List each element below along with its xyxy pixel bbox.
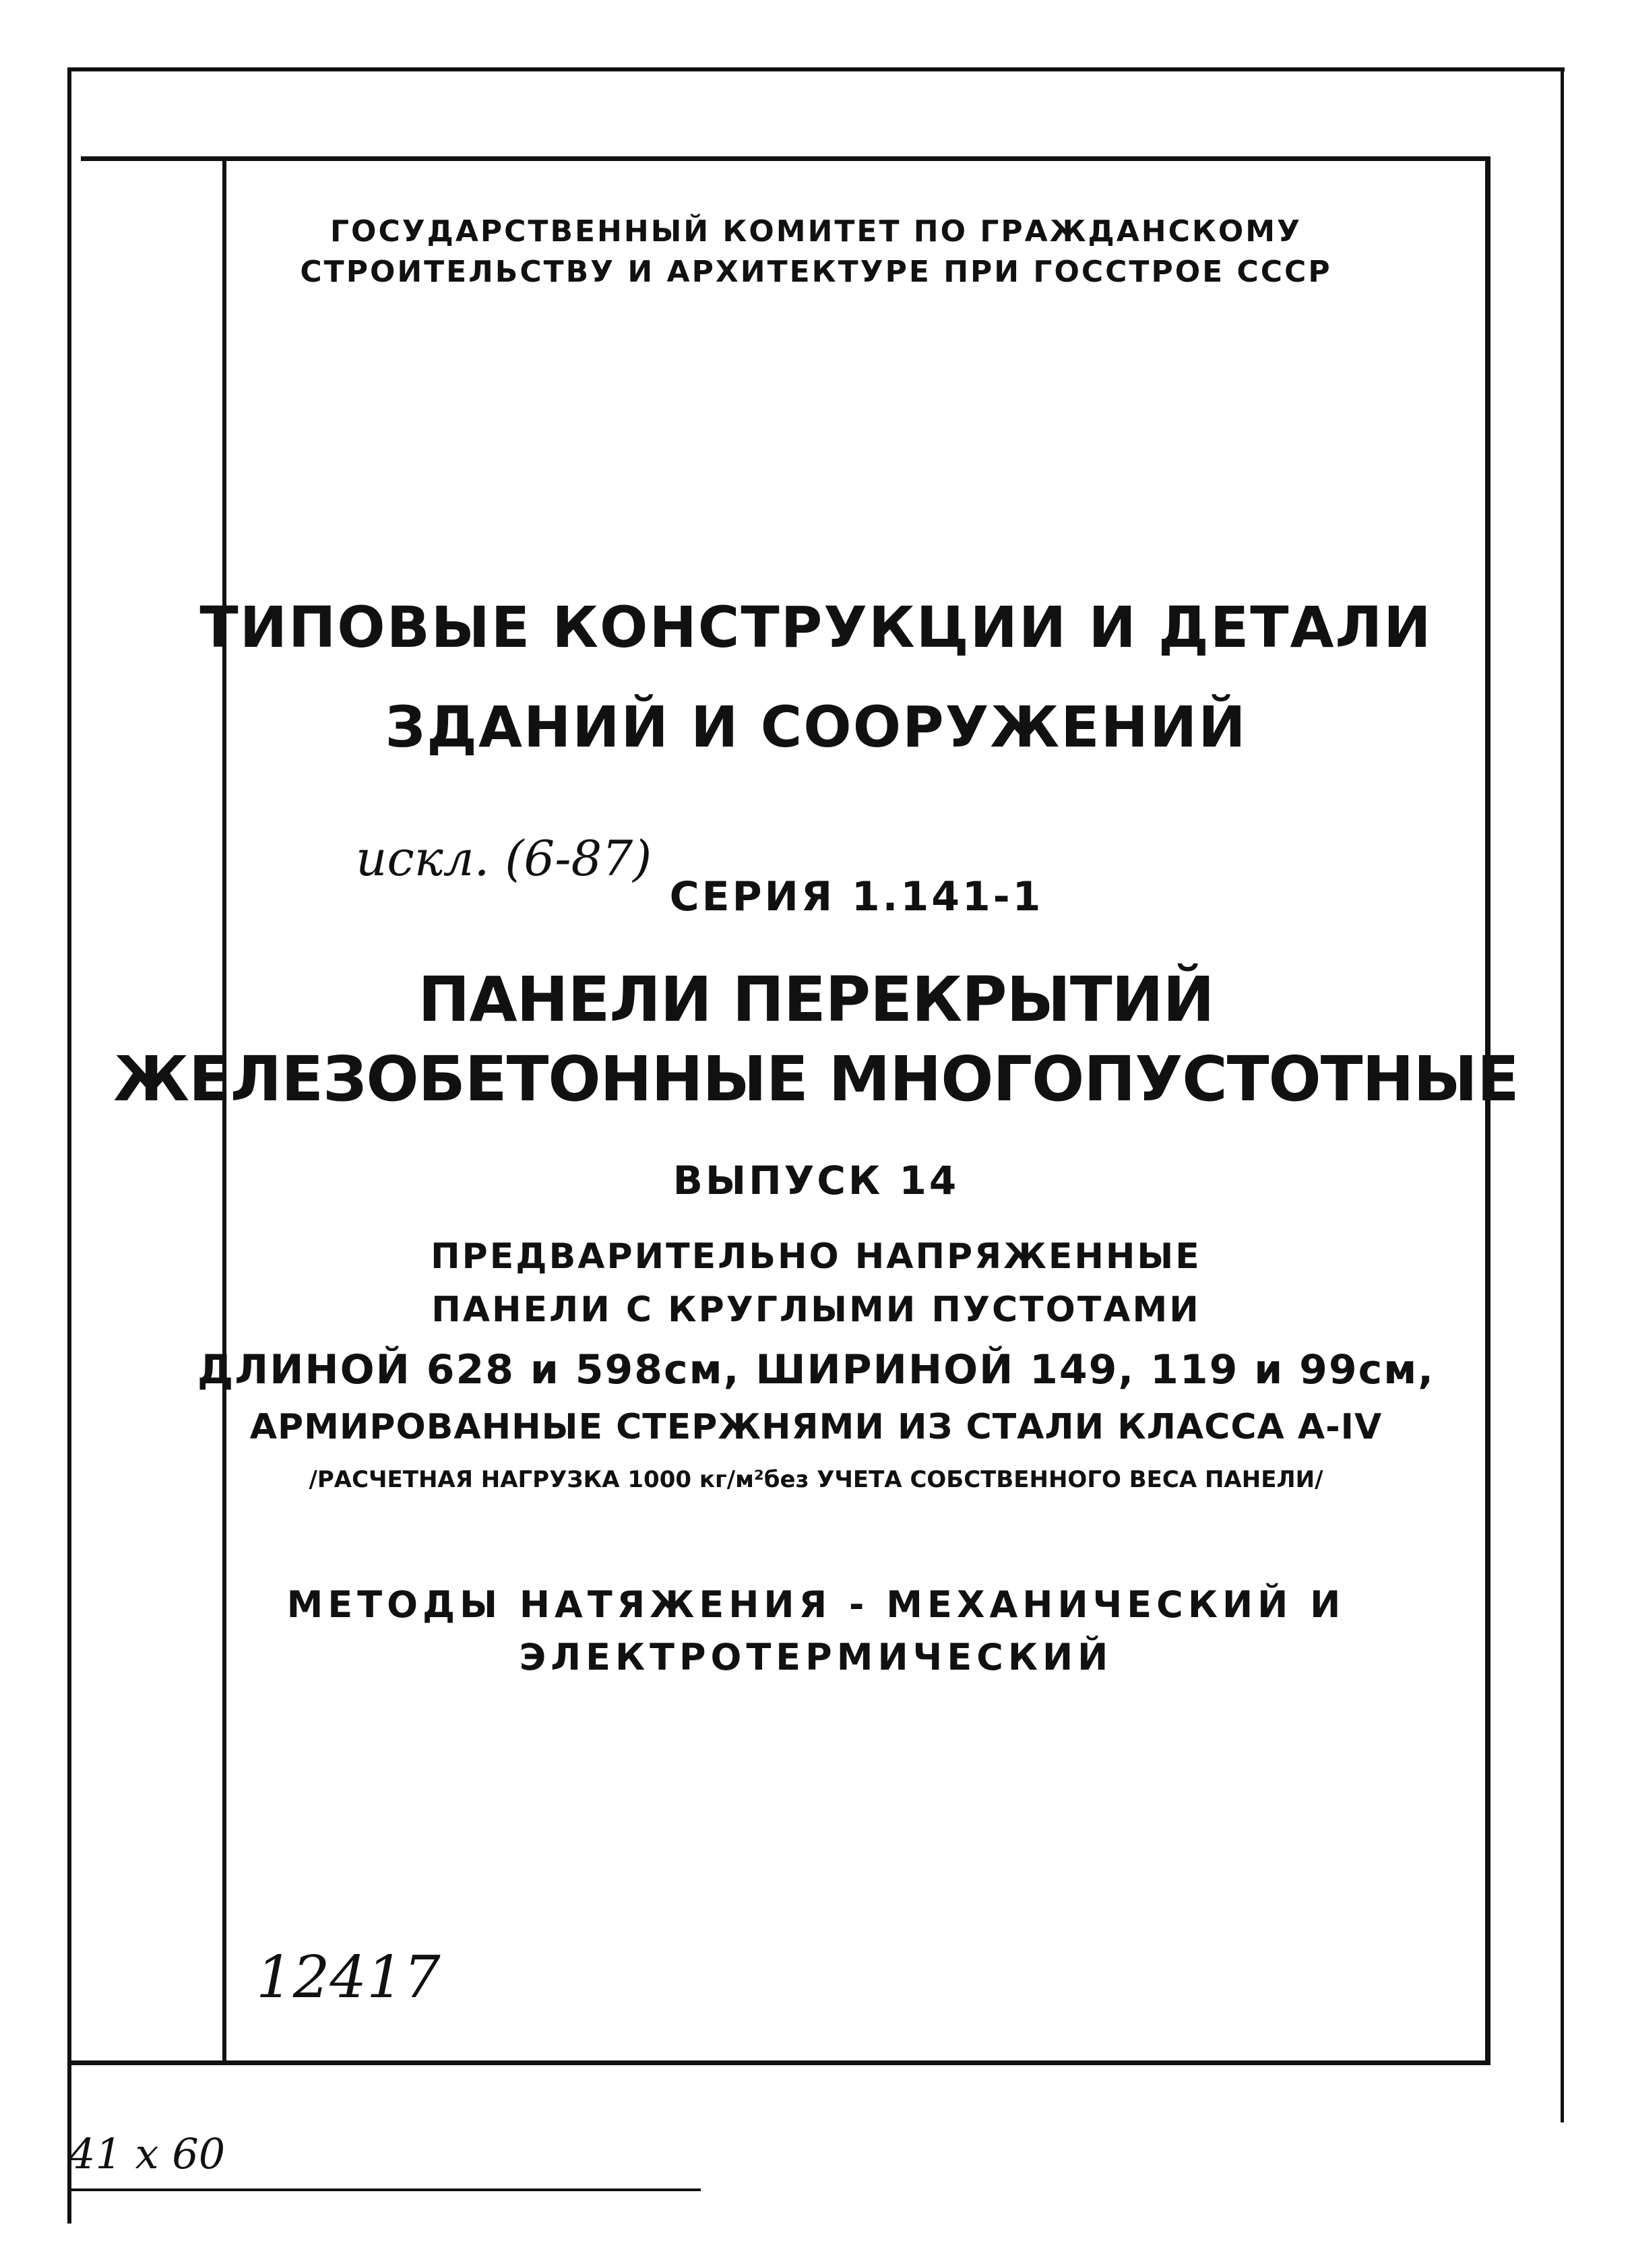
methods-line-1: МЕТОДЫ НАТЯЖЕНИЯ - МЕХАНИЧЕСКИЙ И bbox=[286, 1583, 1346, 1626]
description-line-1: ПРЕДВАРИТЕЛЬНО НАПРЯЖЕННЫЕ bbox=[431, 1236, 1201, 1277]
inner-frame-top bbox=[81, 156, 1490, 161]
handwritten-note: искл. (6-87) bbox=[356, 830, 652, 887]
title-line-2: ЗДАНИЙ И СООРУЖЕНИЙ bbox=[385, 694, 1247, 760]
description-line-4: АРМИРОВАННЫЕ СТЕРЖНЯМИ ИЗ СТАЛИ КЛАССА А-IV bbox=[249, 1407, 1383, 1447]
org-line-1: ГОСУДАРСТВЕННЫЙ КОМИТЕТ ПО ГРАЖДАНСКОМУ bbox=[330, 214, 1302, 249]
description-line-2: ПАНЕЛИ С КРУГЛЫМИ ПУСТОТАМИ bbox=[431, 1290, 1201, 1330]
description-line-3: ДЛИНОЙ 628 и 598см, ШИРИНОЙ 149, 119 и 99см, bbox=[197, 1346, 1435, 1393]
issue-label: ВЫПУСК 14 bbox=[672, 1158, 960, 1203]
subject-line-2: ЖЕЛЕЗОБЕТОННЫЕ МНОГОПУСТОТНЫЕ bbox=[113, 1043, 1519, 1115]
stamp-number: 12417 bbox=[256, 1944, 441, 2011]
inner-frame-bottom bbox=[67, 2060, 1490, 2065]
series-label: СЕРИЯ 1.141-1 bbox=[669, 873, 1044, 920]
title-line-1: ТИПОВЫЕ КОНСТРУКЦИИ И ДЕТАЛИ bbox=[199, 594, 1433, 660]
format-note: 41 х 60 bbox=[69, 2129, 226, 2178]
org-line-2: СТРОИТЕЛЬСТВУ И АРХИТЕКТУРЕ ПРИ ГОССТРОЕ СССР bbox=[300, 255, 1332, 289]
format-underline bbox=[67, 2188, 701, 2191]
outer-frame-top bbox=[67, 67, 1565, 71]
methods-line-2: ЭЛЕКТРОТЕРМИЧЕСКИЙ bbox=[519, 1636, 1113, 1678]
description-line-5: /РАСЧЕТНАЯ НАГРУЗКА 1000 кг/м²без УЧЕТА СОБСТВЕННОГО ВЕСА ПАНЕЛИ/ bbox=[309, 1466, 1323, 1493]
outer-frame-left bbox=[67, 67, 71, 2224]
subject-line-1: ПАНЕЛИ ПЕРЕКРЫТИЙ bbox=[418, 964, 1214, 1036]
